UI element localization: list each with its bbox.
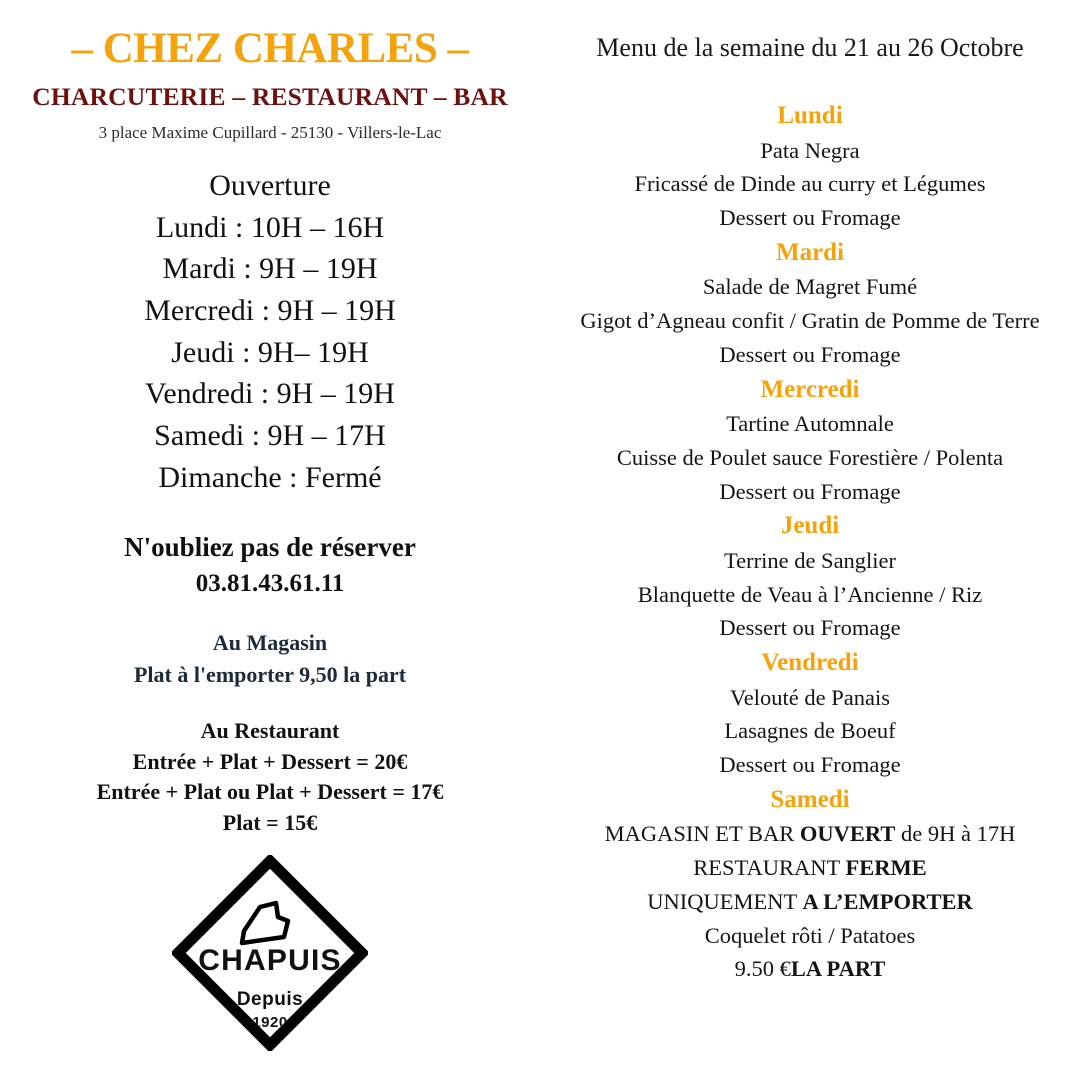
samedi-restaurant-status: RESTAURANT FERME: [693, 855, 927, 880]
dish-mardi-dessert: Dessert ou Fromage: [719, 341, 901, 367]
samedi-takeaway-notice: UNIQUEMENT A L’EMPORTER: [647, 888, 973, 914]
opening-hours-tuesday: Mardi : 9H – 19H: [162, 252, 378, 286]
dish-mercredi-starter: Tartine Automnale: [726, 411, 894, 436]
dish-lundi-dessert: Dessert ou Fromage: [719, 205, 901, 230]
opening-hours-monday: Lundi : 10H – 16H: [155, 210, 385, 244]
chapuis-logo: [172, 855, 368, 1051]
reservation-heading: N'oubliez pas de réserver: [124, 532, 416, 563]
reservation-phone-number[interactable]: 03.81.43.61.11: [195, 570, 345, 598]
dish-mercredi-dessert: Dessert ou Fromage: [719, 478, 901, 504]
menu-day-mardi: [540, 235, 1080, 372]
shop-takeaway-price: Plat à l'emporter 9,50 la part: [133, 662, 407, 688]
restaurant-price-main: Plat = 15€: [222, 810, 318, 836]
dish-vendredi-starter: Velouté de Panais: [730, 684, 890, 710]
day-heading-mercredi: Mercredi: [760, 375, 860, 403]
logo-name-text: CHAPUIS: [198, 944, 342, 977]
dish-lundi-main: Fricassé de Dinde au curry et Légumes: [634, 171, 986, 197]
dish-vendredi-dessert: Dessert ou Fromage: [719, 752, 901, 777]
menu-day-mercredi: [540, 372, 1080, 509]
menu-day-lundi: [540, 98, 1080, 235]
menu-day-jeudi: [540, 508, 1080, 645]
dish-vendredi-main: Lasagnes de Boeuf: [724, 718, 896, 744]
logo-since-label: Depuis: [236, 989, 304, 1010]
day-heading-lundi: Lundi: [777, 102, 843, 129]
opening-hours-sunday: Dimanche : Fermé: [158, 460, 382, 494]
menu-day-samedi: [540, 782, 1080, 986]
dish-jeudi-starter: Terrine de Sanglier: [723, 547, 897, 573]
chalet-house-icon: [242, 903, 288, 943]
chapuis-diamond-icon: [172, 855, 368, 1051]
logo-container: [0, 855, 540, 1051]
day-heading-mardi: Mardi: [775, 238, 845, 266]
shop-heading: Au Magasin: [212, 630, 328, 656]
menu-day-vendredi: [540, 645, 1080, 782]
samedi-shop-status: MAGASIN ET BAR OUVERT de 9H à 17H: [604, 821, 1016, 847]
dish-lundi-starter: Pata Negra: [760, 137, 860, 163]
restaurant-pricing-heading: Au Restaurant: [200, 718, 340, 744]
day-heading-vendredi: Vendredi: [761, 649, 859, 676]
right-column: [540, 0, 1080, 1080]
restaurant-price-full: Entrée + Plat + Dessert = 20€: [132, 748, 408, 774]
logo-since-year: 1920: [252, 1014, 288, 1031]
restaurant-name-title: – CHEZ CHARLES –: [71, 25, 469, 72]
opening-hours-friday: Vendredi : 9H – 19H: [145, 377, 395, 411]
opening-hours-saturday: Samedi : 9H – 17H: [154, 418, 386, 452]
restaurant-subtitle: CHARCUTERIE – RESTAURANT – BAR: [32, 82, 508, 112]
dish-mardi-main: Gigot d’Agneau confit / Gratin de Pomme de Terre: [580, 308, 1040, 333]
reservation-block: [0, 530, 540, 601]
opening-hours-heading: Ouverture: [209, 169, 331, 203]
weekly-menu-list: [540, 98, 1080, 986]
day-heading-samedi: Samedi: [770, 785, 850, 813]
dish-samedi-main: Coquelet rôti / Patatoes: [704, 922, 916, 948]
shop-takeaway-block: [0, 628, 540, 689]
samedi-price-per-portion: 9.50 €LA PART: [734, 956, 886, 982]
day-heading-jeudi: Jeudi: [780, 512, 840, 540]
dish-jeudi-dessert: Dessert ou Fromage: [719, 615, 901, 641]
restaurant-pricing-block: [0, 716, 540, 839]
opening-hours-wednesday: Mercredi : 9H – 19H: [144, 293, 396, 327]
dish-mardi-starter: Salade de Magret Fumé: [702, 274, 918, 300]
dish-jeudi-main: Blanquette de Veau à l’Ancienne / Riz: [637, 581, 983, 607]
dish-mercredi-main: Cuisse de Poulet sauce Forestière / Polenta: [616, 444, 1004, 470]
restaurant-address: 3 place Maxime Cupillard - 25130 - Villers-le-Lac: [98, 123, 442, 143]
opening-hours-thursday: Jeudi : 9H– 19H: [171, 335, 369, 369]
opening-hours-block: [0, 165, 540, 498]
restaurant-price-two: Entrée + Plat ou Plat + Dessert = 17€: [96, 779, 444, 805]
week-menu-title: Menu de la semaine du 21 au 26 Octobre: [596, 33, 1024, 62]
